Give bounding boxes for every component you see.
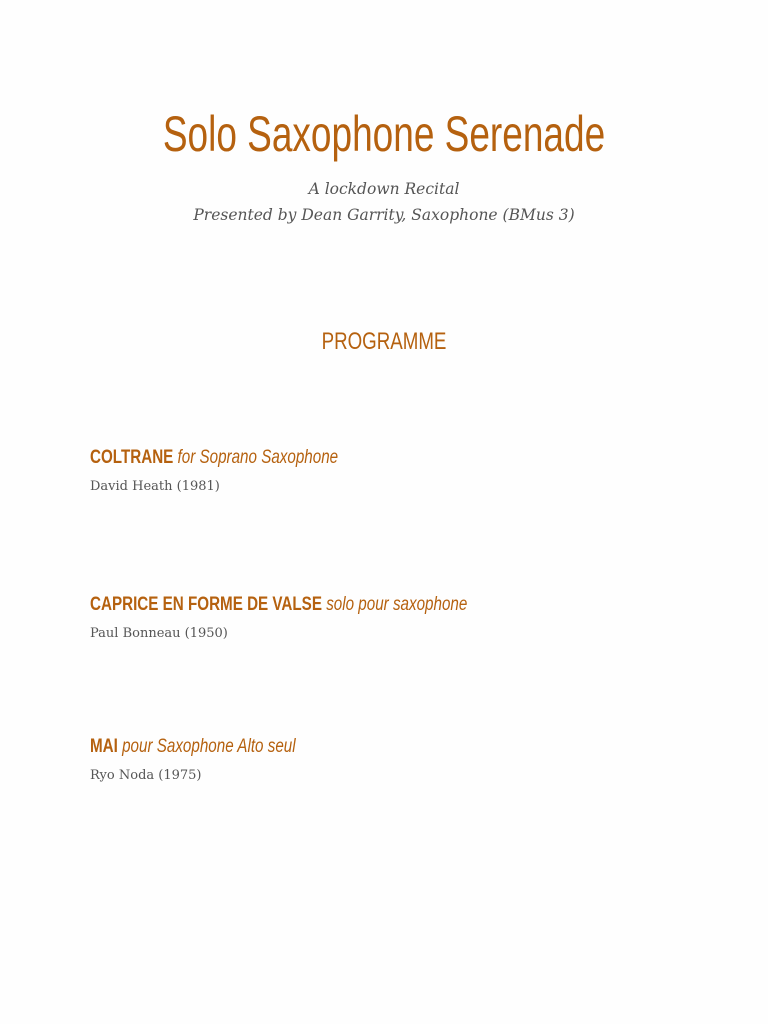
programme-item: [90, 736, 730, 783]
piece-instrumentation: pour Saxophone Alto seul: [122, 736, 296, 757]
piece-title-line: [90, 447, 602, 470]
piece-title-line: [90, 594, 602, 617]
piece-instrumentation: for Soprano Saxophone: [177, 447, 339, 468]
piece-title-line: [90, 736, 602, 759]
subtitle-presenter: Presented by Dean Garrity, Saxophone (BMus 3): [193, 206, 575, 224]
subtitle-recital: A lockdown Recital: [308, 180, 460, 198]
programme-item: [90, 594, 730, 641]
piece-composer: Ryo Noda (1975): [90, 767, 202, 783]
piece-title: CAPRICE EN FORME DE VALSE: [90, 594, 322, 615]
piece-title: COLTRANE: [90, 447, 174, 468]
piece-title: MAI: [90, 736, 118, 757]
piece-instrumentation: solo pour saxophone: [326, 594, 468, 615]
piece-composer: Paul Bonneau (1950): [90, 625, 228, 641]
page-title: Solo Saxophone Serenade: [162, 106, 606, 162]
piece-composer: David Heath (1981): [90, 478, 220, 494]
programme-item: [90, 447, 730, 494]
programme-heading: PROGRAMME: [321, 328, 447, 355]
